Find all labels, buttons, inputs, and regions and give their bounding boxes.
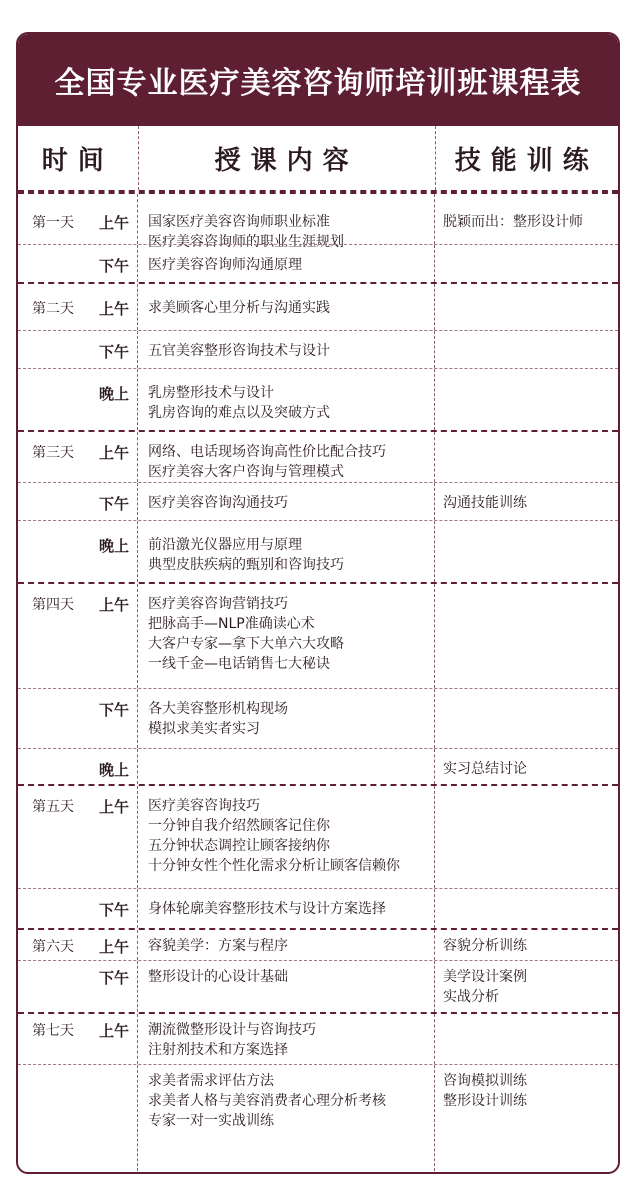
- content-cell: [138, 961, 435, 1012]
- content-line: 国家医疗美容咨询师职业标准: [148, 214, 330, 230]
- skill-line: 美学设计案例: [443, 969, 527, 985]
- schedule-row: [18, 888, 618, 928]
- period-label: 晚上: [80, 521, 138, 582]
- header-skill: 技能训练: [454, 145, 599, 176]
- day-label: [18, 749, 80, 784]
- content-cell: [138, 930, 435, 960]
- day-label: 第二天: [32, 301, 74, 317]
- skill-cell: [435, 1014, 618, 1064]
- skill-cell: [435, 889, 618, 928]
- content-line: 前沿激光仪器应用与原理: [148, 537, 302, 553]
- schedule-row: [18, 520, 618, 582]
- period-label: 上午: [80, 786, 138, 888]
- day-label: [18, 1065, 80, 1174]
- content-line: 五分钟状态调控让顾客接纳你: [148, 838, 330, 854]
- schedule-row: [18, 330, 618, 368]
- content-line: 求美者人格与美容消费者心理分析考核: [148, 1093, 386, 1109]
- skill-line: 脱颖而出：整形设计师: [443, 214, 583, 230]
- period-label: 上午: [80, 584, 138, 688]
- schedule-row: [18, 368, 618, 430]
- skill-cell: [435, 194, 618, 244]
- content-line: 求美顾客心里分析与沟通实践: [148, 300, 330, 316]
- day-label: 第一天: [32, 215, 74, 231]
- content-cell: [138, 245, 435, 282]
- content-cell: [138, 432, 435, 482]
- day-label: [18, 521, 80, 582]
- content-cell: [138, 483, 435, 520]
- content-line: 专家一对一实战训练: [148, 1113, 274, 1129]
- period-label: 上午: [80, 432, 138, 482]
- skill-cell: [435, 432, 618, 482]
- content-cell: [138, 521, 435, 582]
- period-label: 下午: [80, 689, 138, 748]
- skill-cell: [435, 749, 618, 784]
- header-time: 时间: [18, 126, 139, 190]
- content-line: 大客户专家—拿下大单六大攻略: [148, 636, 344, 652]
- content-cell: [138, 889, 435, 928]
- content-line: 模拟求美实者实习: [148, 721, 260, 737]
- content-cell: [138, 331, 435, 368]
- day-label: 第五天: [32, 799, 74, 815]
- content-line: 医疗美容大客户咨询与管理模式: [148, 464, 344, 480]
- skill-line: 实习总结讨论: [443, 761, 527, 777]
- day-label: [18, 331, 80, 368]
- schedule-row: [18, 282, 618, 330]
- period-label: 晚上: [80, 369, 138, 430]
- skill-cell: [435, 1065, 618, 1174]
- day-label: 第三天: [32, 445, 74, 461]
- content-line: 身体轮廓美容整形技术与设计方案选择: [148, 901, 386, 917]
- period-label: 下午: [80, 483, 138, 520]
- day-label: [18, 889, 80, 928]
- skill-cell: [435, 521, 618, 582]
- schedule-row: [18, 1064, 618, 1174]
- header-content: 授课内容: [139, 126, 436, 190]
- period-label: 晚上: [80, 749, 138, 784]
- period-label: [80, 1065, 138, 1174]
- skill-cell: [435, 786, 618, 888]
- content-line: 五官美容整形咨询技术与设计: [148, 343, 330, 359]
- content-line: 乳房整形技术与设计: [148, 385, 274, 401]
- period-label: 上午: [80, 194, 138, 244]
- content-line: 潮流微整形设计与咨询技巧: [148, 1022, 316, 1038]
- skill-line: 沟通技能训练: [443, 495, 527, 511]
- content-line: 十分钟女性个性化需求分析让顾客信赖你: [148, 858, 400, 874]
- content-line: 注射剂技术和方案选择: [148, 1042, 288, 1058]
- content-line: 一分钟自我介绍然顾客记住你: [148, 818, 330, 834]
- period-label: 下午: [80, 889, 138, 928]
- day-label: [18, 689, 80, 748]
- content-cell: [138, 749, 435, 784]
- content-cell: [138, 1014, 435, 1064]
- schedule-title: 全国专业医疗美容咨询师培训班课程表: [18, 34, 618, 126]
- skill-line: 咨询模拟训练: [443, 1073, 527, 1089]
- content-line: 整形设计的心设计基础: [148, 969, 288, 985]
- skill-cell: [435, 961, 618, 1012]
- content-line: 容貌美学：方案与程序: [148, 938, 288, 954]
- day-label: 第六天: [32, 939, 74, 955]
- content-line: 各大美容整形机构现场: [148, 701, 288, 717]
- skill-cell: [435, 930, 618, 960]
- schedule-row: [18, 748, 618, 784]
- schedule-row: [18, 430, 618, 482]
- content-line: 医疗美容咨询技巧: [148, 798, 260, 814]
- table-header: [18, 126, 618, 192]
- period-label: 上午: [80, 1014, 138, 1064]
- day-label: [18, 483, 80, 520]
- day-label: 第四天: [32, 597, 74, 613]
- skill-cell: [435, 369, 618, 430]
- content-line: 求美者需求评估方法: [148, 1073, 274, 1089]
- content-cell: [138, 689, 435, 748]
- schedule-row: [18, 928, 618, 960]
- schedule-frame: [16, 32, 620, 1174]
- skill-line: 容貌分析训练: [443, 938, 527, 954]
- skill-line: 实战分析: [443, 989, 499, 1005]
- day-label: 第七天: [32, 1023, 74, 1039]
- schedule-row: [18, 688, 618, 748]
- content-line: 医疗美容咨询师的职业生涯规划: [148, 234, 344, 250]
- content-line: 医疗美容咨询营销技巧: [148, 596, 288, 612]
- schedule-row: [18, 192, 618, 250]
- content-line: 典型皮肤疾病的甄别和咨询技巧: [148, 557, 344, 573]
- content-line: 网络、电话现场咨询高性价比配合技巧: [148, 444, 386, 460]
- skill-line: 整形设计训练: [443, 1093, 527, 1109]
- schedule-row: [18, 482, 618, 520]
- content-cell: [138, 369, 435, 430]
- content-line: 把脉高手—NLP准确读心术: [148, 616, 315, 632]
- content-cell: [138, 194, 435, 250]
- skill-cell: [435, 483, 618, 520]
- content-line: 医疗美容咨询师沟通原理: [148, 257, 302, 273]
- content-line: 医疗美容咨询沟通技巧: [148, 495, 288, 511]
- skill-cell: [435, 284, 618, 330]
- day-label: [18, 961, 80, 1012]
- skill-cell: [435, 245, 618, 282]
- period-label: 上午: [80, 930, 138, 960]
- day-label: [18, 245, 80, 282]
- content-cell: [138, 284, 435, 330]
- schedule-row: [18, 1012, 618, 1064]
- period-label: 下午: [80, 961, 138, 1012]
- skill-cell: [435, 584, 618, 688]
- skill-cell: [435, 689, 618, 748]
- schedule-row: [18, 244, 618, 282]
- schedule-row: [18, 960, 618, 1012]
- period-label: 下午: [80, 245, 138, 282]
- content-cell: [138, 584, 435, 688]
- period-label: 上午: [80, 284, 138, 330]
- day-label: [18, 369, 80, 430]
- period-label: 下午: [80, 331, 138, 368]
- content-cell: [138, 1065, 435, 1174]
- skill-cell: [435, 331, 618, 368]
- schedule-row: [18, 784, 618, 888]
- content-cell: [138, 786, 435, 888]
- schedule-row: [18, 582, 618, 688]
- content-line: 一线千金—电话销售七大秘诀: [148, 656, 330, 672]
- content-line: 乳房咨询的难点以及突破方式: [148, 405, 330, 421]
